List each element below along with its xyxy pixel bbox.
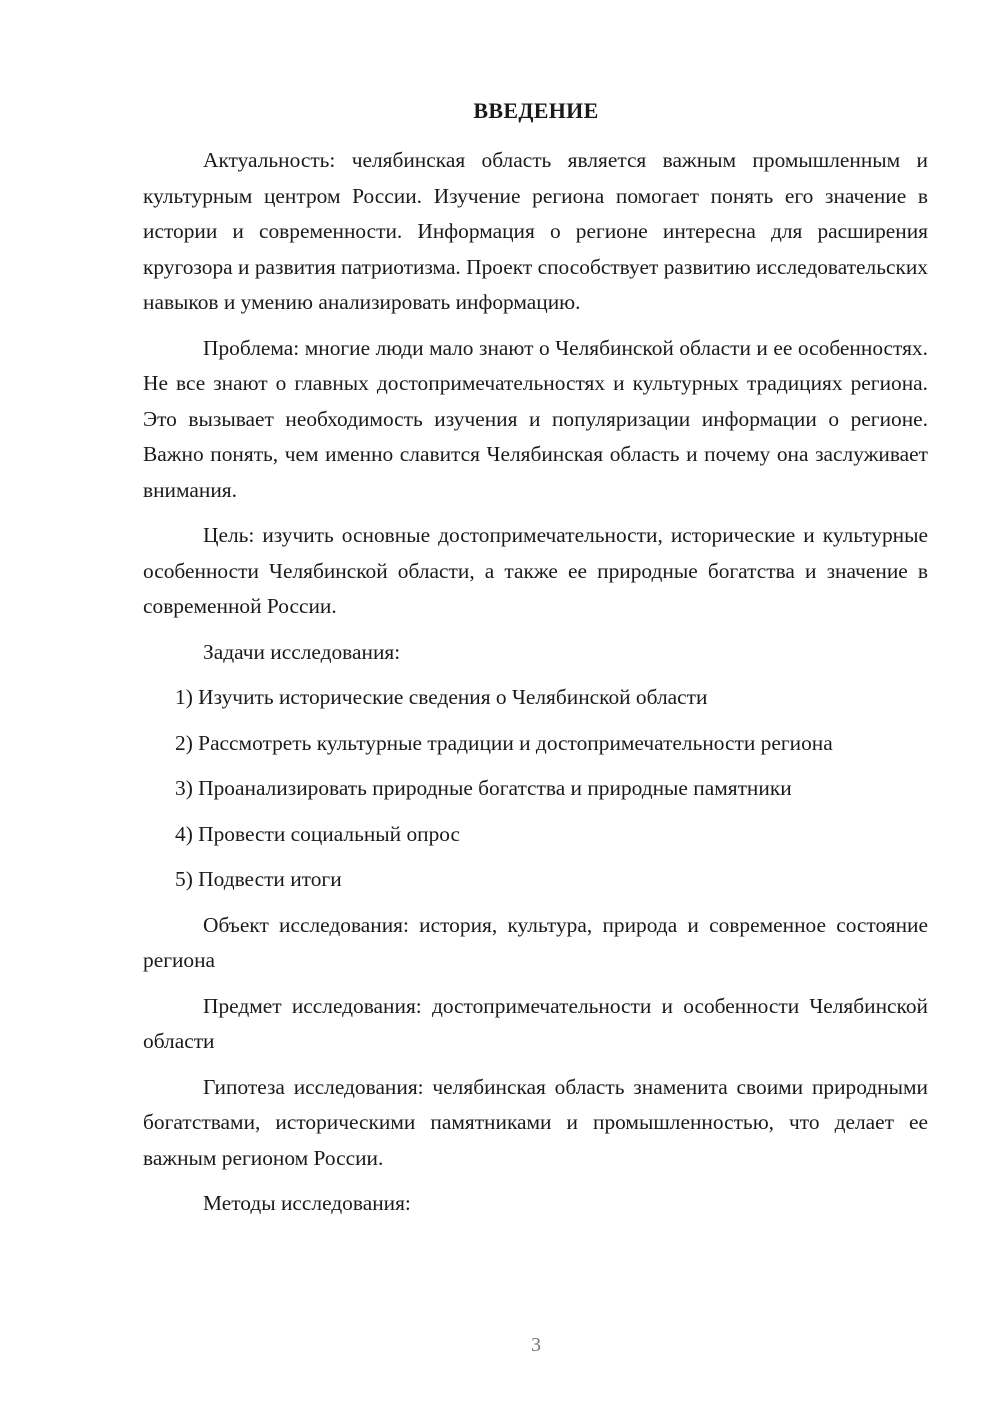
paragraph-problem: Проблема: многие люди мало знают о Челябинской области и ее особенностях. Не все знают о главных достопримечательностях и культурных традициях региона. Это вызывает необходимость изучения и популяризации информации о регионе. Важно понять, чем именно славится Челябинская область и почему она заслуживает внимания. <box>143 335 928 502</box>
section-title: ВВЕДЕНИЕ <box>473 98 599 123</box>
task-item: 1) Изучить исторические сведения о Челябинской области <box>175 685 708 709</box>
task-item: 5) Подвести итоги <box>175 867 342 891</box>
paragraph-subject: Предмет исследования: достопримечательности и особенности Челябинской области <box>143 993 928 1053</box>
task-item: 2) Рассмотреть культурные традиции и достопримечательности региона <box>175 730 833 755</box>
methods-heading: Методы исследования: <box>203 1191 411 1215</box>
task-item: 3) Проанализировать природные богатства и природные памятники <box>175 776 792 800</box>
paragraph-relevance: Актуальность: челябинская область является важным промышленным и культурным центром России. Изучение региона помогает понять его значение в истории и современности. Информация о регионе интересна для расширения кругозора и развития патриотизма. Проект способствует развитию исследовательских навыков и умению анализировать информацию. <box>143 148 928 314</box>
page-number: 3 <box>531 1334 541 1356</box>
document-body <box>143 143 928 1232</box>
paragraph-object: Объект исследования: история, культура, природа и современное состояние региона <box>143 912 928 972</box>
paragraph-hypothesis: Гипотеза исследования: челябинская область знаменита своими природными богатствами, историческими памятниками и промышленностью, что делает ее важным регионом России. <box>143 1074 928 1170</box>
tasks-heading: Задачи исследования: <box>203 639 401 664</box>
task-item: 4) Провести социальный опрос <box>175 821 461 846</box>
paragraph-goal: Цель: изучить основные достопримечательности, исторические и культурные особенности Челябинской области, а также ее природные богатства и значение в современной России. <box>143 523 928 618</box>
